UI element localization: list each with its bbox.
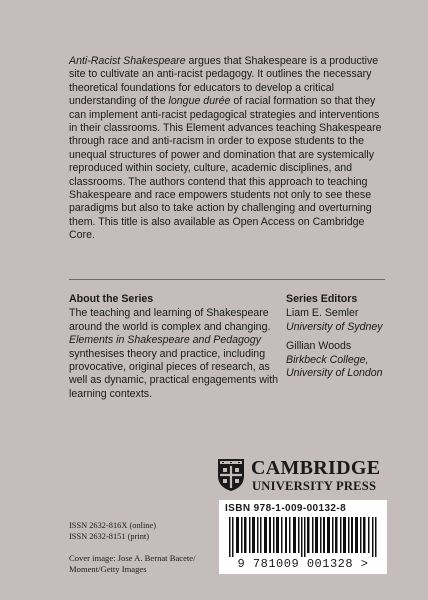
about-series-text-part2: synthesises theory and practice, including provocative, original pieces of research, as well as dynamic, practical engagements with learning contexts. — [69, 347, 279, 400]
blurb-term-italic: longue durée — [168, 95, 231, 108]
editor-affiliation: University of Sydney — [286, 320, 383, 333]
about-series-text — [69, 307, 284, 401]
publisher-name-line2: UNIVERSITY PRESS — [252, 479, 377, 493]
book-title-italic: Anti-Racist Shakespeare — [69, 55, 186, 67]
section-divider — [69, 279, 385, 280]
about-series-text-part1: The teaching and learning of Shakespeare around the world is complex and changing. — [69, 307, 271, 333]
blurb-text-part2: of racial formation so that they can implement anti-racist pedagogical strategies and interventions in their classrooms. This Element advances teaching Shakespeare through race and anti-racism in order to expose students to the unequal structures of power and domination that are systemically reproduced within society, culture, academic disciplines, and classrooms. The authors contend that this approach to teaching Shakespeare and race empowers students not only to see these paradigms but also to take action by challenging and overturning them. This title is also available as Open Access on Cambridge Core. — [69, 95, 382, 242]
crest-icon — [217, 458, 245, 492]
issn-block — [69, 521, 156, 542]
book-blurb — [69, 55, 387, 243]
cover-credit-line2: Moment/Getty Images — [69, 563, 147, 574]
editor-affiliation: Birkbeck College, University of London — [286, 353, 383, 380]
publisher-name-line1: CAMBRIDGE — [251, 457, 381, 479]
about-series-heading: About the Series — [69, 293, 154, 305]
editor-name: Liam E. Semler — [286, 307, 359, 320]
issn-print: ISSN 2632-8151 (print) — [69, 531, 150, 541]
series-editors-section — [286, 293, 396, 380]
issn-online: ISSN 2632-816X (online) — [69, 521, 157, 530]
editor-name: Gillian Woods — [286, 340, 352, 353]
about-series-section — [69, 293, 284, 401]
barcode-bars — [229, 517, 377, 557]
series-name-italic: Elements in Shakespeare and Pedagogy — [69, 334, 261, 347]
cover-credit-line1: Cover image: Jose A. Bernat Bacete/ — [69, 553, 196, 563]
blurb-text-part1: argues that Shakespeare is a productive site to cultivate an anti-racist pedagogy. It outlines the necessary theoretical foundations for educators to develop a critical understanding of the — [69, 55, 379, 108]
isbn-label: ISBN 978-1-009-00132-8 — [225, 503, 347, 514]
barcode-digits: 9 781009 001328 > — [237, 557, 369, 571]
cover-image-credit — [69, 553, 195, 575]
publisher-logo — [217, 458, 387, 496]
isbn-barcode — [219, 500, 387, 574]
series-editors-heading: Series Editors — [286, 293, 358, 305]
